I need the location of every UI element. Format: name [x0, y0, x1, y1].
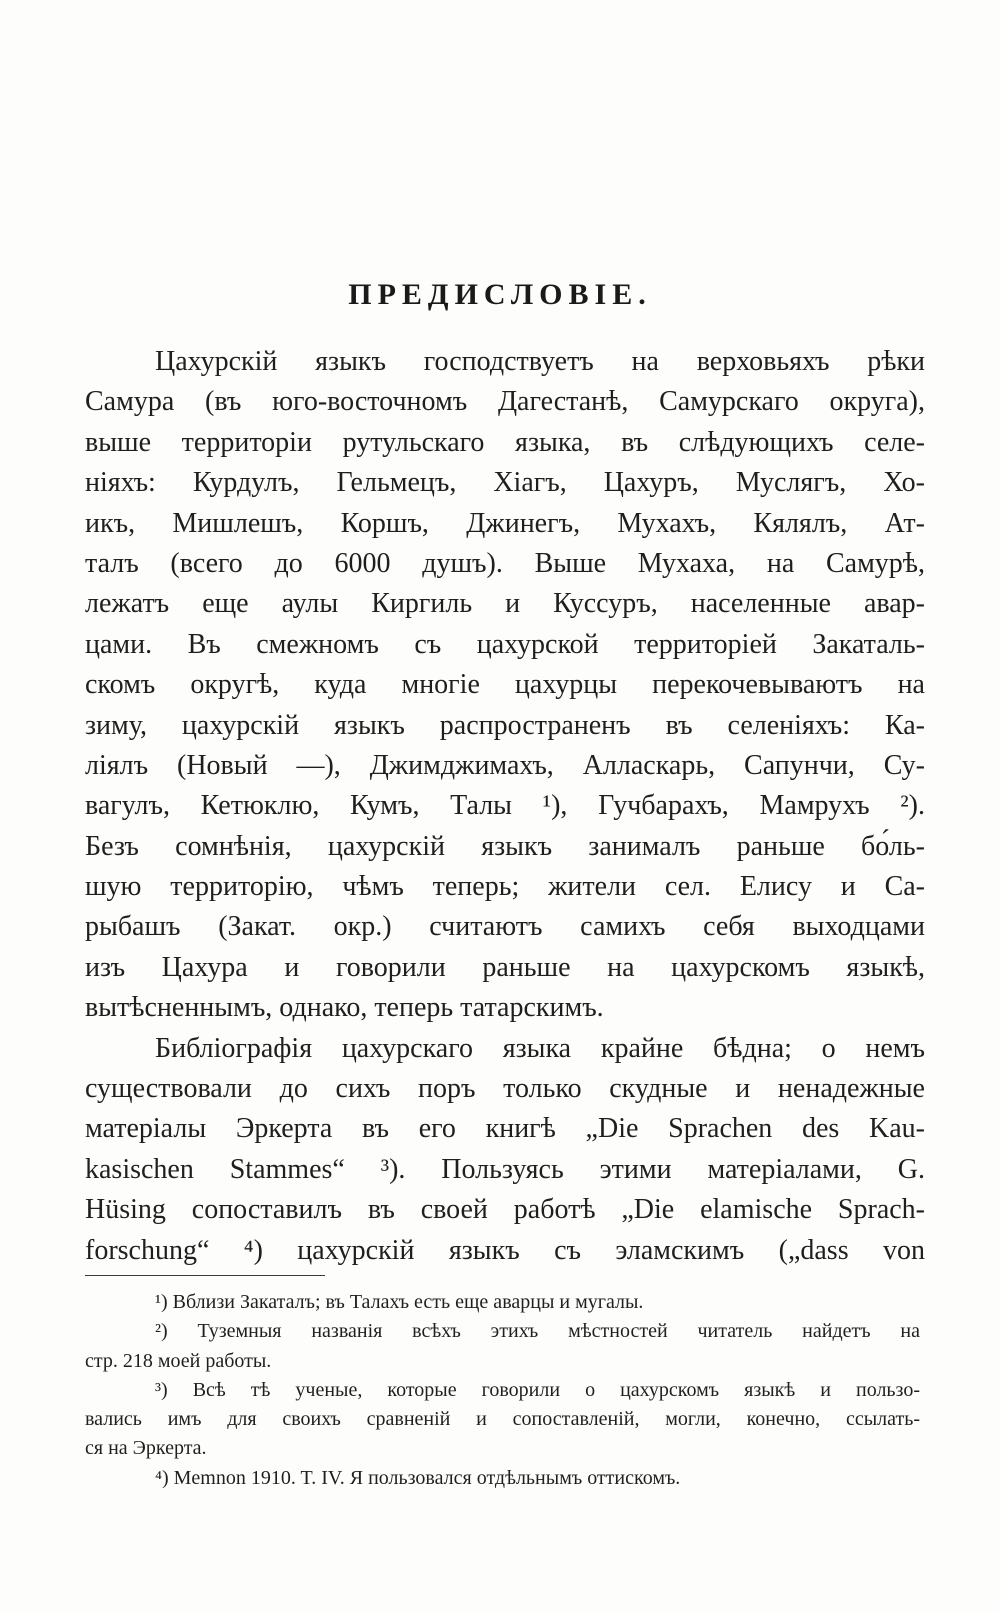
- footnote-text: Вблизи Закаталъ; въ Талахъ есть еще аварцы и мугалы.: [172, 1291, 644, 1313]
- footnote-marker: ⁴): [155, 1466, 169, 1489]
- body-line: лежатъ еще аулы Киргиль и Куссуръ, населенные авар-: [85, 588, 925, 620]
- body-line: Цахурскій языкъ господствуетъ на верховьяхъ рѣки: [155, 346, 925, 377]
- footnote: [85, 1376, 920, 1464]
- footnote-marker: ¹): [155, 1291, 168, 1313]
- body-line: Безъ сомнѣнія, цахурскій языкъ занималъ раньше бо́ль-: [85, 830, 925, 862]
- footnote-marker: ³): [155, 1378, 168, 1401]
- footnote-text: стр. 218 моей работы.: [85, 1349, 272, 1372]
- body-line: выше территоріи рутульскаго языка, въ слѣдующихъ селе-: [85, 426, 925, 458]
- footnote-line: [85, 1464, 920, 1493]
- body-line: рыбашъ (Закат. окр.) считаютъ самихъ себя выходцами: [85, 911, 925, 943]
- footnote-line: [85, 1434, 920, 1463]
- body-line: forschung“ ⁴) цахурскій языкъ съ эламскимъ („dass von: [85, 1234, 925, 1266]
- body-line: существовали до сихъ поръ только скудные и ненадежные: [85, 1073, 925, 1105]
- page-title: ПРЕДИСЛОВІЕ.: [348, 278, 652, 311]
- main-text: [85, 342, 925, 1271]
- body-line: вагулъ, Кетюклю, Кумъ, Талы ¹), Гучбарахъ, Мамрухъ ²).: [85, 790, 925, 822]
- body-line: матеріалы Эркерта въ его книгѣ „Die Sprachen des Kau-: [85, 1113, 925, 1145]
- footnote-text: вались имъ для своихъ сравненій и сопоставленій, могли, конечно, ссылать-: [85, 1408, 920, 1431]
- footnotes: [85, 1288, 920, 1493]
- body-line: ліялъ (Новый —), Джимджимахъ, Алласкарь, Сапунчи, Су-: [85, 749, 925, 781]
- paragraph: [85, 1029, 925, 1271]
- paragraph: [85, 342, 925, 1029]
- footnote-line: [85, 1288, 920, 1317]
- footnote-line: [85, 1376, 920, 1405]
- footnote-marker: ²): [155, 1320, 168, 1343]
- body-line: ніяхъ: Курдулъ, Гельмецъ, Хіагъ, Цахуръ, Муслягъ, Хо-: [85, 467, 925, 499]
- body-line: шую территорію, чѣмъ теперь; жители сел. Елису и Са-: [85, 871, 925, 903]
- footnote: [85, 1317, 920, 1376]
- footnote: [85, 1288, 920, 1317]
- body-line: kasischen Stammes“ ³). Пользуясь этими матеріалами, G.: [85, 1153, 925, 1185]
- footnote-line: [85, 1317, 920, 1346]
- body-line: изъ Цахура и говорили раньше на цахурскомъ языкѣ,: [85, 951, 925, 983]
- body-line: цами. Въ смежномъ съ цахурской территоріей Закаталь-: [85, 628, 925, 660]
- footnote-text: ся на Эркерта.: [85, 1437, 207, 1460]
- footnote: [85, 1464, 920, 1493]
- footnote-text: Memnon 1910. T. IV. Я пользовался отдѣльнымъ оттискомъ.: [173, 1466, 681, 1489]
- body-line: Библіографія цахурскаго языка крайне бѣдна; о немъ: [155, 1032, 925, 1064]
- body-line: Самура (въ юго-восточномъ Дагестанѣ, Самурскаго округа),: [85, 386, 925, 418]
- footnote-line: [85, 1405, 920, 1434]
- body-line: талъ (всего до 6000 душъ). Выше Мухаха, на Самурѣ,: [85, 547, 925, 579]
- footnote-text: Туземныя названія всѣхъ этихъ мѣстностей читатель найдетъ на: [197, 1320, 920, 1343]
- footnote-rule: [85, 1275, 325, 1276]
- body-line: скомъ округѣ, куда многіе цахурцы перекочевываютъ на: [85, 669, 925, 701]
- body-line: Hüsing сопоставилъ въ своей работѣ „Die elamische Sprach-: [85, 1194, 925, 1226]
- body-line: икъ, Мишлешъ, Коршъ, Джинегъ, Мухахъ, Кялялъ, Ат-: [85, 507, 925, 539]
- footnote-text: Всѣ тѣ ученые, которые говорили о цахурскомъ языкѣ и пользо-: [192, 1378, 920, 1401]
- footnote-line: [85, 1347, 920, 1376]
- body-line: вытѣсненнымъ, однако, теперь татарскимъ.: [85, 992, 604, 1024]
- body-line: зиму, цахурскій языкъ распространенъ въ селеніяхъ: Ка-: [85, 709, 925, 741]
